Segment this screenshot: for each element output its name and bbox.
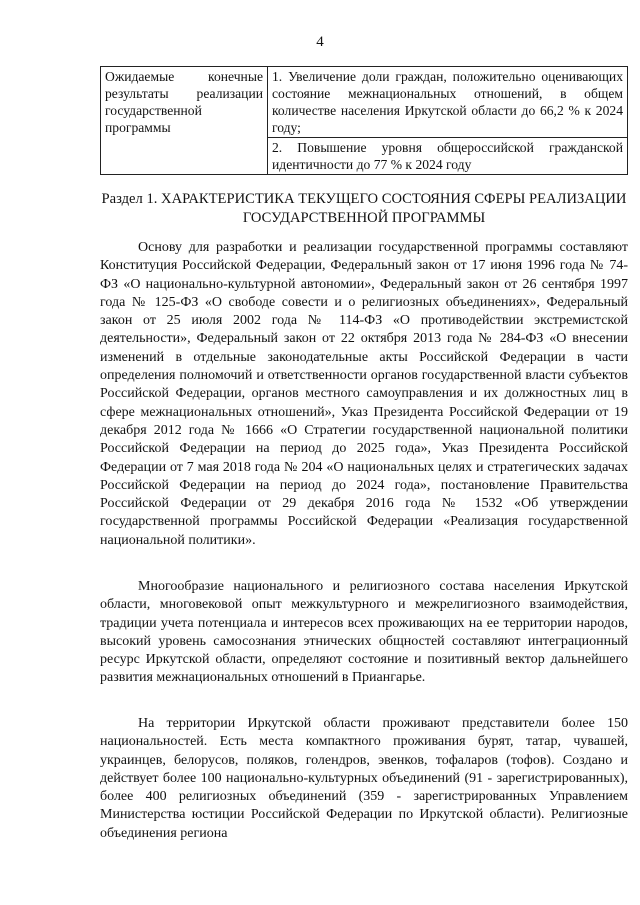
section-title: Раздел 1. ХАРАКТЕРИСТИКА ТЕКУЩЕГО СОСТОЯНИЯ СФЕРЫ РЕАЛИЗАЦИИ ГОСУДАРСТВЕННОЙ ПРОГРАММЫ	[101, 191, 627, 226]
body-paragraph-2	[100, 578, 628, 688]
expected-results-table	[100, 66, 628, 175]
paragraph-text: Многообразие национального и религиозного состава населения Иркутской области, многовековой опыт межкультурного и межрелигиозного взаимодействия, традиции учета потенциала и интересов всех проживающих на ее территории народов, высокий уровень самосознания этнических общностей составляют интеграционный ресурс Иркутской области, определяют состояние и позитивный вектор дальнейшего развития межнациональных отношений в Приангарье.	[100, 579, 628, 686]
result-item-2: 2. Повышение уровня общероссийской гражданской идентичности до 77 % к 2024 году	[268, 137, 627, 174]
paragraph-text: На территории Иркутской области проживают представители более 150 национальностей. Есть места компактного проживания бурят, татар, чувашей, украинцев, белорусов, поляков, голендров, эвенков, тофаларов (тофов). Создано и действует более 100 национально-культурных объединений (91 - зарегистрированных), более 400 религиозных объединений (359 - зарегистрированных Управлением Министерства юстиции Российской Федерации по Иркутской области). Религиозные объединения региона	[100, 716, 628, 841]
body-paragraph-3	[100, 715, 628, 843]
page-number: 4	[316, 34, 324, 50]
result-item-1: 1. Увеличение доли граждан, положительно оценивающих состояние межнациональных отношений, в общем количестве населения Иркутской области до 66,2 % к 2024 году;	[272, 69, 623, 135]
results-value-cell	[268, 67, 628, 175]
paragraph-text: Основу для разработки и реализации государственной программы составляют Конституция Российской Федерации, Федеральный закон от 17 июня 1996 года № 74-ФЗ «О национально-культурной автономии», Федеральный закон от 26 сентября 1997 года № 125-ФЗ «О свободе совести и о религиозных объединениях», Федеральный закон от 25 июля 2002 года № 114-ФЗ «О противодействии экстремистской деятельности», Федеральный закон от 22 октября 2013 года № 284-ФЗ «О внесении изменений в отдельные законодательные акты Российской Федерации в части определения полномочий и ответственности органов государственной власти субъектов Российской Федерации, органов местного самоуправления и их должностных лиц в сфере межнациональных отношений», Указ Президента Российской Федерации от 19 декабря 2012 года № 1666 «О Стратегии государственной национальной политики Российской Федерации на период до 2025 года», Указ Президента Российской Федерации от 7 мая 2018 года № 204 «О национальных целях и стратегических задачах Российской Федерации на период до 2024 года», постановление Правительства Российской Федерации от 29 декабря 2016 года № 1532 «Об утверждении государственной программы Российской Федерации «Реализация государственной национальной политики».	[100, 240, 628, 548]
table-row	[101, 67, 628, 175]
body-paragraph-1	[100, 239, 628, 550]
results-label-cell: Ожидаемые конечные результаты реализации государственной программы	[101, 67, 268, 175]
